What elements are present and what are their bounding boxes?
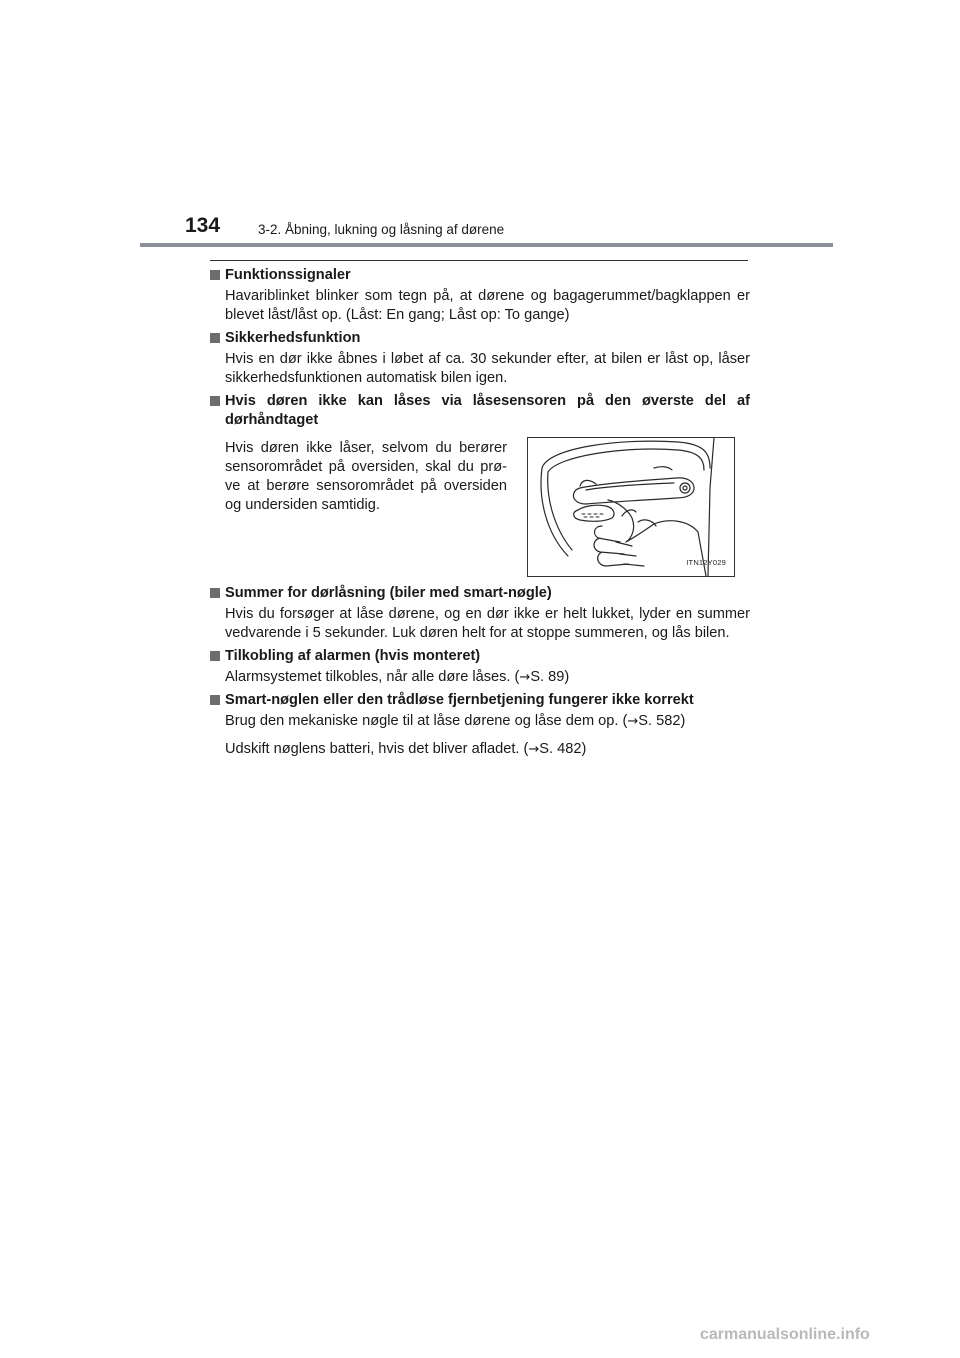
- section-paragraph: [210, 668, 750, 687]
- chapter-title: 3-2. Åbning, lukning og låsning af dørene: [258, 222, 505, 237]
- section-sikkerhedsfunktion: [210, 329, 750, 388]
- section-title: Tilkobling af alarmen (hvis monteret): [225, 648, 481, 664]
- section-title: Hvis døren ikke kan låses via låsesensoren på den øverste del af: [225, 393, 750, 409]
- section-paragraph: Hvis du forsøger at låse dørene, og en dør ikke er helt lukket, lyder en summer vedvarende i 5 sekunder. Luk døren helt for at stoppe summeren, og lås bilen.: [225, 606, 750, 641]
- page-reference[interactable]: S. 482): [539, 741, 587, 757]
- section-heading: [210, 329, 750, 348]
- page-reference[interactable]: S. 89): [530, 669, 570, 685]
- section-heading: [210, 584, 750, 603]
- section-title: Summer for dørlåsning (biler med smart-nøgle): [225, 585, 552, 601]
- section-paragraph: Hvis døren ikke låser, selvom du berører sensorområdet på oversiden, skal du prø-ve at berøre sensorområdet på oversiden og undersiden samtidig.: [225, 440, 507, 513]
- page-number: 134: [185, 214, 221, 237]
- section-summer: [210, 584, 750, 643]
- page-header: [0, 0, 960, 250]
- arrow-right-icon: →: [528, 742, 540, 757]
- square-bullet-icon: [210, 396, 220, 406]
- section-smart-noegle: [210, 691, 750, 759]
- section-paragraph: [210, 740, 750, 759]
- door-handle-illustration: [527, 437, 735, 577]
- section-paragraph: Havariblinket blinker som tegn på, at dørene og bagagerummet/bagklappen er blevet låst/låst op. (Låst: En gang; Låst op: To gange): [225, 288, 750, 323]
- section-title: Funktionssignaler: [225, 267, 351, 283]
- arrow-right-icon: →: [519, 670, 531, 685]
- section-alarm: [210, 647, 750, 687]
- section-paragraph: [210, 712, 750, 731]
- section-title-continued: dørhåndtaget: [225, 412, 319, 428]
- section-laasesensor: [210, 392, 750, 577]
- section-divider: [210, 260, 748, 261]
- watermark: carmanualsonline.info: [700, 1326, 870, 1343]
- square-bullet-icon: [210, 270, 220, 280]
- header-rule: [140, 243, 833, 247]
- text-with-figure: [210, 432, 750, 577]
- paragraph-text: Brug den mekaniske nøgle til at låse dørene og låse dem op. (: [225, 713, 628, 729]
- arrow-right-icon: →: [627, 714, 639, 729]
- square-bullet-icon: [210, 695, 220, 705]
- section-heading: [210, 266, 750, 285]
- section-title: Sikkerhedsfunktion: [225, 330, 361, 346]
- section-heading: [210, 647, 750, 666]
- section-heading: [210, 691, 750, 710]
- section-heading: [210, 392, 750, 411]
- square-bullet-icon: [210, 651, 220, 661]
- paragraph-text: Udskift nøglens batteri, hvis det bliver afladet. (: [225, 741, 529, 757]
- page-content: [210, 266, 750, 763]
- page-reference[interactable]: S. 582): [638, 713, 686, 729]
- square-bullet-icon: [210, 588, 220, 598]
- square-bullet-icon: [210, 333, 220, 343]
- section-title: Smart-nøglen eller den trådløse fjernbetjening fungerer ikke korrekt: [225, 692, 694, 708]
- paragraph-text: Alarmsystemet tilkobles, når alle døre låses. (: [225, 669, 520, 685]
- section-funktionssignaler: [210, 266, 750, 325]
- section-paragraph: Hvis en dør ikke åbnes i løbet af ca. 30 sekunder efter, at bilen er låst op, låser sikkerhedsfunktionen automatisk bilen igen.: [225, 351, 750, 386]
- figure-code: ITN12Y029: [686, 558, 726, 567]
